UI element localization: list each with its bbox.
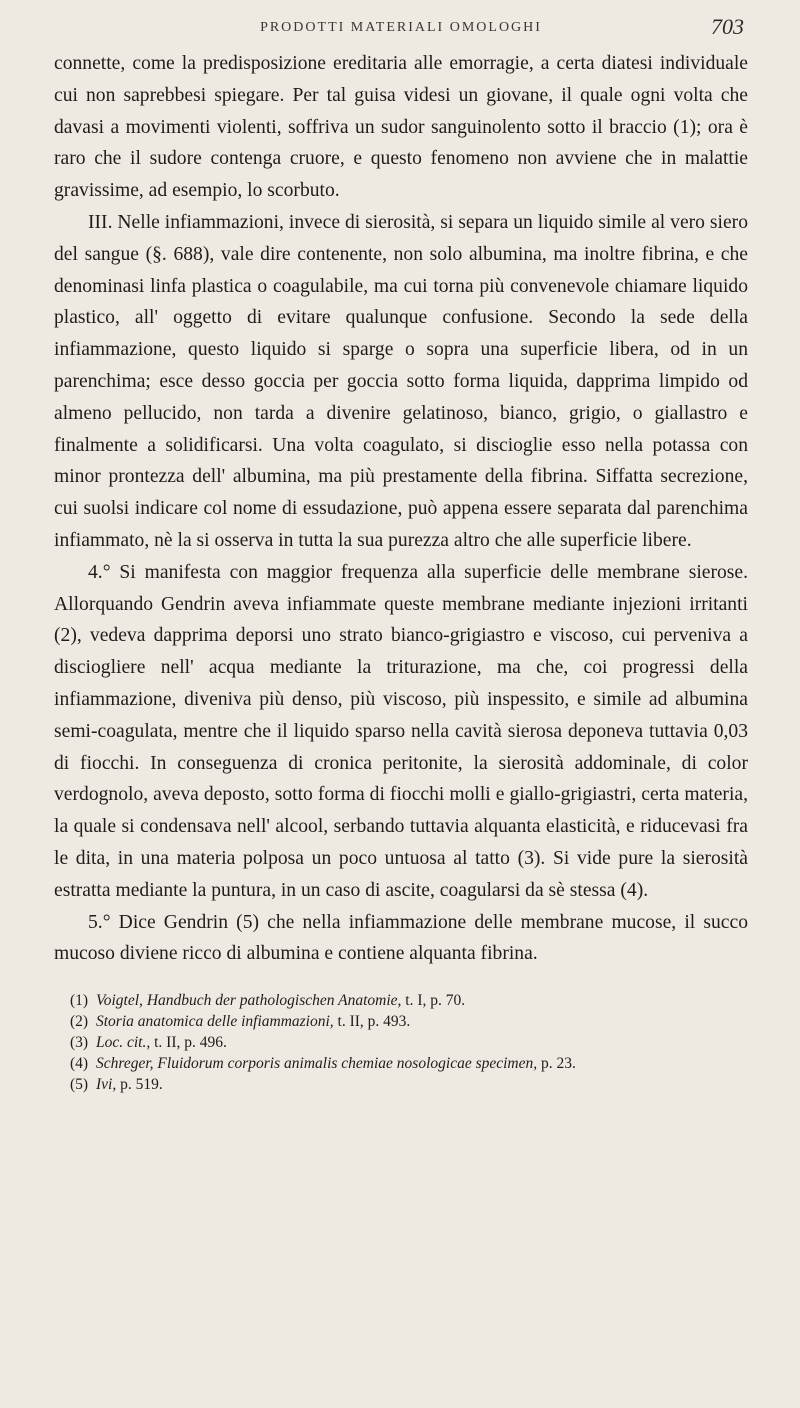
footnote-reference: t. I, p. 70. <box>405 992 466 1010</box>
footnote <box>70 1053 748 1074</box>
footnote-reference: t. II, p. 493. <box>337 1013 411 1031</box>
footnote <box>70 1032 748 1053</box>
footnote-reference: p. 23. <box>541 1055 576 1073</box>
footnote-title: Handbuch der pathologischen Anatomie, <box>146 992 402 1010</box>
footnote-number: (2) <box>70 1013 89 1031</box>
footnote-reference: p. 519. <box>120 1076 163 1094</box>
footnote-title: Loc. cit., <box>96 1034 151 1052</box>
footnote-number: (3) <box>70 1034 89 1052</box>
running-title: PRODOTTI MATERIALI OMOLOGHI <box>260 20 542 35</box>
footnote-author: Schreger, <box>96 1055 154 1073</box>
paragraph-point-4: 4.° Si manifesta con maggior frequenza alla superficie delle membrane sierose. Allorquando Gendrin aveva infiammate queste membrane mediante injezioni irritanti (2), vedeva dapprima deporsi uno strato bianco-grigiastro e viscoso, cui perveniva a disciogliere nell' acqua mediante la triturazione, ma che, coi progressi della infiammazione, diveniva più denso, più viscoso, più inspessito, e simile ad albumina semi-coagulata, mentre che il liquido sparso nella cavità sierosa deponeva tuttavia 0,03 di fiocchi. In conseguenza di cronica peritonite, la sierosità addominale, di color verdognolo, aveva deposto, sotto forma di fiocchi molli e giallo-grigiastri, certa materia, la quale si condensava nell' alcool, serbando tuttavia alquanta elasticità, e riducevasi fra le dita, in una materia polposa un poco untuosa al tatto (3). Si vide pure la sierosità estratta mediante la puntura, in un caso di ascite, coagularsi da sè stessa (4). <box>54 561 748 901</box>
paragraph-continuation: connette, come la predisposizione ereditaria alle emorragie, a certa diatesi individuale cui non saprebbesi spiegare. Per tal guisa videsi un giovane, il quale ogni volta che davasi a movimenti violenti, soffriva un sudor sanguinolento sotto il braccio (1); ora è raro che il sudore contenga cruore, e questo fenomeno non avviene che in malattie gravissime, ad esempio, lo scorbuto. <box>54 53 748 202</box>
page-number: 703 <box>711 14 744 39</box>
footnote-title: Ivi, <box>96 1076 117 1094</box>
running-head <box>54 14 748 44</box>
body-text <box>54 48 748 970</box>
footnote <box>70 990 748 1011</box>
paragraph-section-iii: III. Nelle infiammazioni, invece di sierosità, si separa un liquido simile al vero siero del sangue (§. 688), vale dire contenente, non solo albumina, ma inoltre fibrina, e che denominasi linfa plastica o coagulabile, ma cui torna più convenevole chiamare liquido plastico, all' oggetto di evitare qualunque confusione. Secondo la sede della infiammazione, questo liquido si sparge o sopra una superficie libera, od in un parenchima; esce desso goccia per goccia sotto forma liquida, dapprima limpido od almeno pellucido, non tarda a divenire gelatinoso, bianco, grigio, o giallastro e finalmente a solidificarsi. Una volta coagulato, si discioglie esso nella potassa con minor prontezza dell' albumina, ma più prestamente della fibrina. Siffatta secrezione, cui suolsi indicare col nome di essudazione, può appena essere separata dal parenchima infiammato, nè la si osserva in tutta la sua purezza altro che alle superficie libere. <box>54 211 748 551</box>
footnotes <box>54 990 748 1095</box>
footnote <box>70 1074 748 1095</box>
footnote-number: (1) <box>70 992 89 1010</box>
footnote-title: Storia anatomica delle infiammazioni, <box>96 1013 334 1031</box>
footnote-author: Voigtel, <box>96 992 143 1010</box>
footnote-reference: t. II, p. 496. <box>154 1034 227 1052</box>
footnote-number: (4) <box>70 1055 89 1073</box>
paragraph-point-5: 5.° Dice Gendrin (5) che nella infiammazione delle membrane mucose, il succo mucoso diviene ricco di albumina e contiene alquanta fibrina. <box>54 911 748 965</box>
footnote-title: Fluidorum corporis animalis chemiae nosologicae specimen, <box>157 1055 538 1073</box>
footnote <box>70 1011 748 1032</box>
footnote-number: (5) <box>70 1076 89 1094</box>
